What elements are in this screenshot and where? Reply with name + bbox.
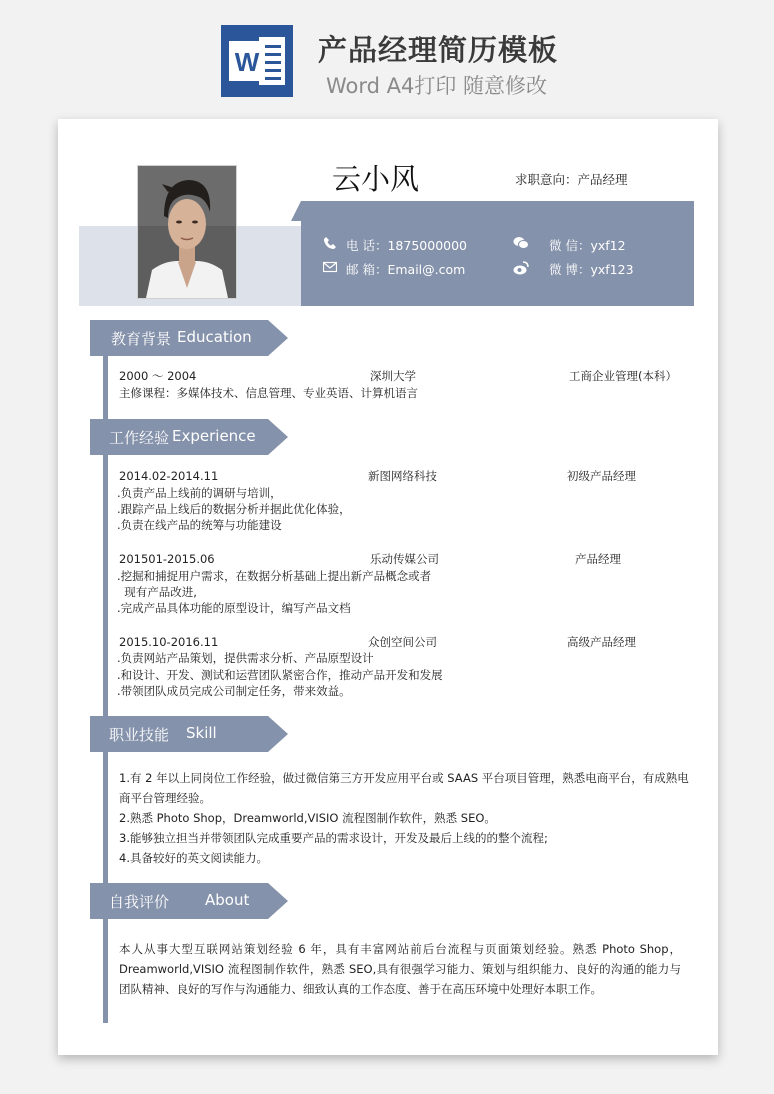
profile-photo bbox=[137, 165, 237, 299]
contact-panel-notch bbox=[291, 201, 301, 221]
about-text: 本人从事大型互联网站策划经验 6 年，具有丰富网站前后台流程与页面策划经验。熟悉 Photo Shop，Dreamworld,VISIO 流程图制作软件，熟悉 SEO,具有很强学习能力、策划与组织能力、良好的沟通的能力与团队精神、良好的写作与沟通能力、细致认真的工作态度、善于在高压环境中处理好本职工作。 bbox=[119, 942, 681, 996]
skill-item: 2.熟悉 Photo Shop，Dreamworld,VISIO 流程图制作软件，熟悉 SEO。 bbox=[119, 811, 496, 825]
job-duty-line: .和设计、开发、测试和运营团队紧密合作，推动产品开发和发展 bbox=[117, 668, 443, 682]
wechat-icon bbox=[513, 236, 527, 250]
word-app-icon bbox=[221, 25, 293, 97]
mail-icon bbox=[323, 261, 337, 275]
edu-courses: 主修课程：多媒体技术、信息管理、专业英语、计算机语言 bbox=[119, 386, 418, 400]
skill-item: 1.有 2 年以上同岗位工作经验，做过微信第三方开发应用平台或 SAAS 平台项目管理，熟悉电商平台，有成熟电 bbox=[119, 771, 689, 785]
job-role: 高级产品经理 bbox=[567, 635, 636, 649]
weibo-icon bbox=[513, 261, 527, 275]
job-period: 2015.10-2016.11 bbox=[119, 635, 219, 649]
job-intent: 求职意向：产品经理 bbox=[515, 172, 628, 187]
page-title: 产品经理简历模板 bbox=[318, 33, 559, 67]
job-company: 众创空间公司 bbox=[368, 635, 437, 649]
edu-school: 深圳大学 bbox=[370, 369, 416, 383]
word-icon-letter: W bbox=[234, 47, 260, 77]
section-title-cn: 职业技能 bbox=[109, 726, 170, 744]
skill-item: 商平台管理经验。 bbox=[119, 791, 211, 805]
job-role: 初级产品经理 bbox=[567, 469, 636, 483]
page-subtitle: Word A4打印 随意修改 bbox=[326, 74, 548, 98]
job-duty-line: .挖掘和捕捉用户需求，在数据分析基础上提出新产品概念或者 bbox=[117, 569, 432, 583]
section-title-en: Education bbox=[177, 328, 252, 346]
weibo-text: 微 博：yxf123 bbox=[549, 262, 634, 277]
job-company: 新图网络科技 bbox=[368, 469, 437, 483]
job-company: 乐动传媒公司 bbox=[370, 552, 439, 566]
edu-period: 2000 ～ 2004 bbox=[119, 369, 197, 383]
job-duty-line: .负责在线产品的统筹与功能建设 bbox=[117, 518, 282, 532]
job-duty-line: 现有产品改进, bbox=[117, 585, 197, 599]
job-duty-line: .负责网站产品策划，提供需求分析、产品原型设计 bbox=[117, 651, 374, 665]
job-role: 产品经理 bbox=[575, 552, 621, 566]
edu-major: 工商企业管理(本科） bbox=[569, 369, 677, 383]
section-title-cn: 教育背景 bbox=[111, 330, 172, 348]
job-period: 201501-2015.06 bbox=[119, 552, 215, 566]
job-duty-line: .完成产品具体功能的原型设计，编写产品文档 bbox=[117, 601, 351, 615]
phone-text: 电 话：1875000000 bbox=[346, 238, 468, 253]
section-title-en: Skill bbox=[186, 724, 217, 742]
section-title-cn: 自我评价 bbox=[109, 893, 170, 911]
section-title-en: Experience bbox=[172, 427, 256, 445]
job-duty-line: .负责产品上线前的调研与培训， bbox=[117, 486, 282, 500]
skill-item: 4.具备较好的英文阅读能力。 bbox=[119, 851, 268, 865]
section-title-cn: 工作经验 bbox=[109, 429, 170, 447]
email-text: 邮 箱：Email@.com bbox=[346, 262, 466, 277]
job-duty-line: .带领团队成员完成公司制定任务，带来效益。 bbox=[117, 684, 351, 698]
wechat-text: 微 信：yxf12 bbox=[549, 238, 626, 253]
phone-icon bbox=[323, 236, 337, 250]
job-duty-line: .跟踪产品上线后的数据分析并据此优化体验， bbox=[117, 502, 351, 516]
section-title-en: About bbox=[205, 891, 250, 909]
candidate-name: 云小风 bbox=[332, 162, 420, 196]
skill-item: 3.能够独立担当并带领团队完成重要产品的需求设计，开发及最后上线的的整个流程; bbox=[119, 831, 548, 845]
job-period: 2014.02-2014.11 bbox=[119, 469, 219, 483]
